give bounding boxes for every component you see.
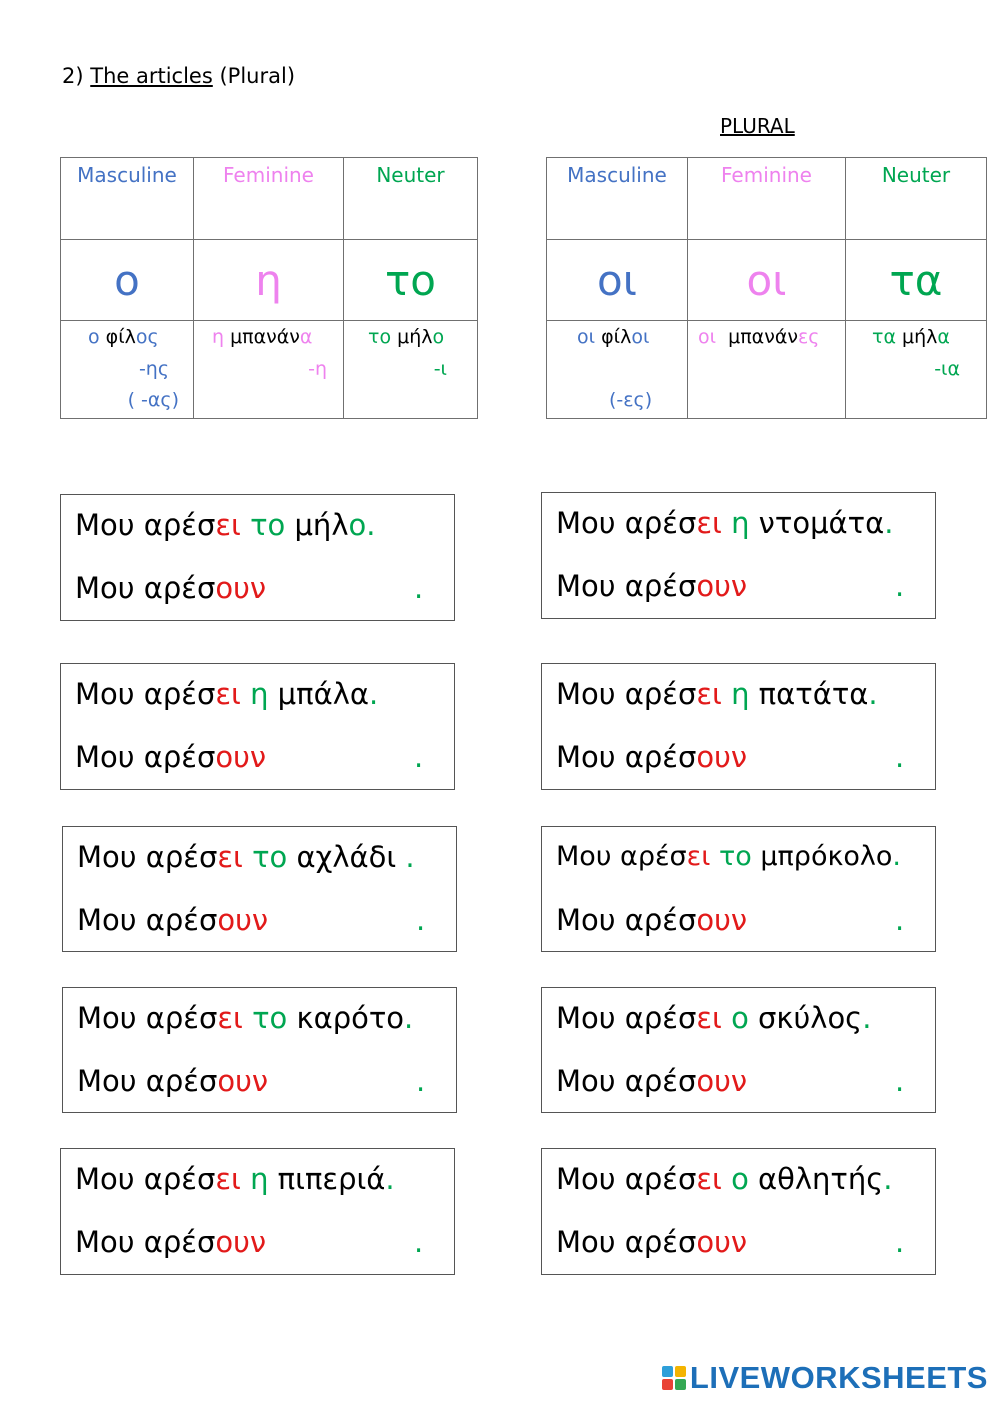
plural-articles-table [546, 157, 987, 419]
header-neuter: Neuter [846, 158, 987, 240]
answer-blank-dot: . [414, 1225, 424, 1259]
singular-articles-table [60, 157, 478, 419]
article-feminine: η [194, 240, 344, 321]
example-masculine: οι φίλοι (-ες) [547, 321, 688, 419]
answer-blank-dot: . [416, 1064, 426, 1098]
example-feminine: οι μπανάνες [688, 321, 846, 419]
singular-sentence: Μου αρέσει η πιπεριά. [75, 1162, 395, 1196]
plural-sentence: Μου αρέσουν [75, 740, 267, 774]
plural-sentence: Μου αρέσουν [556, 569, 748, 603]
exercise-box [60, 494, 455, 621]
header-masculine: Masculine [547, 158, 688, 240]
example-masculine: ο φίλος -ης ( -ας) [61, 321, 194, 419]
example-neuter: το μήλο -ι [344, 321, 478, 419]
answer-blank-dot: . [895, 569, 905, 603]
exercise-box [541, 492, 936, 619]
liveworksheets-logo [662, 1360, 988, 1396]
exercise-box [541, 826, 936, 952]
exercise-box [541, 663, 936, 790]
header-neuter: Neuter [344, 158, 478, 240]
answer-blank-dot: . [895, 1225, 905, 1259]
exercise-box [60, 663, 455, 790]
plural-sentence: Μου αρέσουν [77, 1064, 269, 1098]
heading-note: (Plural) [219, 64, 296, 88]
answer-blank-dot: . [416, 903, 426, 937]
answer-blank-dot: . [414, 740, 424, 774]
singular-sentence: Μου αρέσει ο σκύλος. [556, 1001, 872, 1035]
plural-sentence: Μου αρέσουν [556, 903, 748, 937]
exercise-box [541, 1148, 936, 1275]
header-feminine: Feminine [194, 158, 344, 240]
singular-sentence: Μου αρέσει το μήλο. [75, 508, 376, 542]
singular-sentence: Μου αρέσει ο αθλητής. [556, 1162, 893, 1196]
singular-sentence: Μου αρέσει το καρότο. [77, 1001, 414, 1035]
plural-sentence: Μου αρέσουν [77, 903, 269, 937]
article-masculine: οι [547, 240, 688, 321]
singular-sentence: Μου αρέσει η μπάλα. [75, 677, 379, 711]
logo-text: LIVEWORKSHEETS [689, 1360, 988, 1395]
exercise-heading [62, 64, 295, 88]
exercise-box [62, 826, 457, 952]
header-feminine: Feminine [688, 158, 846, 240]
singular-sentence: Μου αρέσει το μπρόκολο. [556, 841, 901, 872]
answer-blank-dot: . [895, 740, 905, 774]
exercise-box [62, 987, 457, 1113]
plural-sentence: Μου αρέσουν [556, 740, 748, 774]
plural-sentence: Μου αρέσουν [556, 1064, 748, 1098]
heading-number: 2) [62, 64, 84, 88]
singular-sentence: Μου αρέσει η πατάτα. [556, 677, 878, 711]
heading-title: The articles [90, 64, 213, 88]
plural-sentence: Μου αρέσουν [75, 571, 267, 605]
exercise-box [541, 987, 936, 1113]
exercise-box [60, 1148, 455, 1275]
plural-sentence: Μου αρέσουν [75, 1225, 267, 1259]
answer-blank-dot: . [414, 571, 424, 605]
article-masculine: ο [61, 240, 194, 321]
answer-blank-dot: . [895, 903, 905, 937]
liveworksheets-logo-icon [662, 1366, 686, 1390]
article-feminine: οι [688, 240, 846, 321]
article-neuter: τα [846, 240, 987, 321]
singular-sentence: Μου αρέσει η ντομάτα. [556, 506, 894, 540]
example-feminine: η μπανάνα -η [194, 321, 344, 419]
singular-sentence: Μου αρέσει το αχλάδι . [77, 840, 415, 874]
example-neuter: τα μήλα -ια [846, 321, 987, 419]
answer-blank-dot: . [895, 1064, 905, 1098]
plural-title: PLURAL [720, 114, 795, 138]
header-masculine: Masculine [61, 158, 194, 240]
article-neuter: το [344, 240, 478, 321]
plural-sentence: Μου αρέσουν [556, 1225, 748, 1259]
